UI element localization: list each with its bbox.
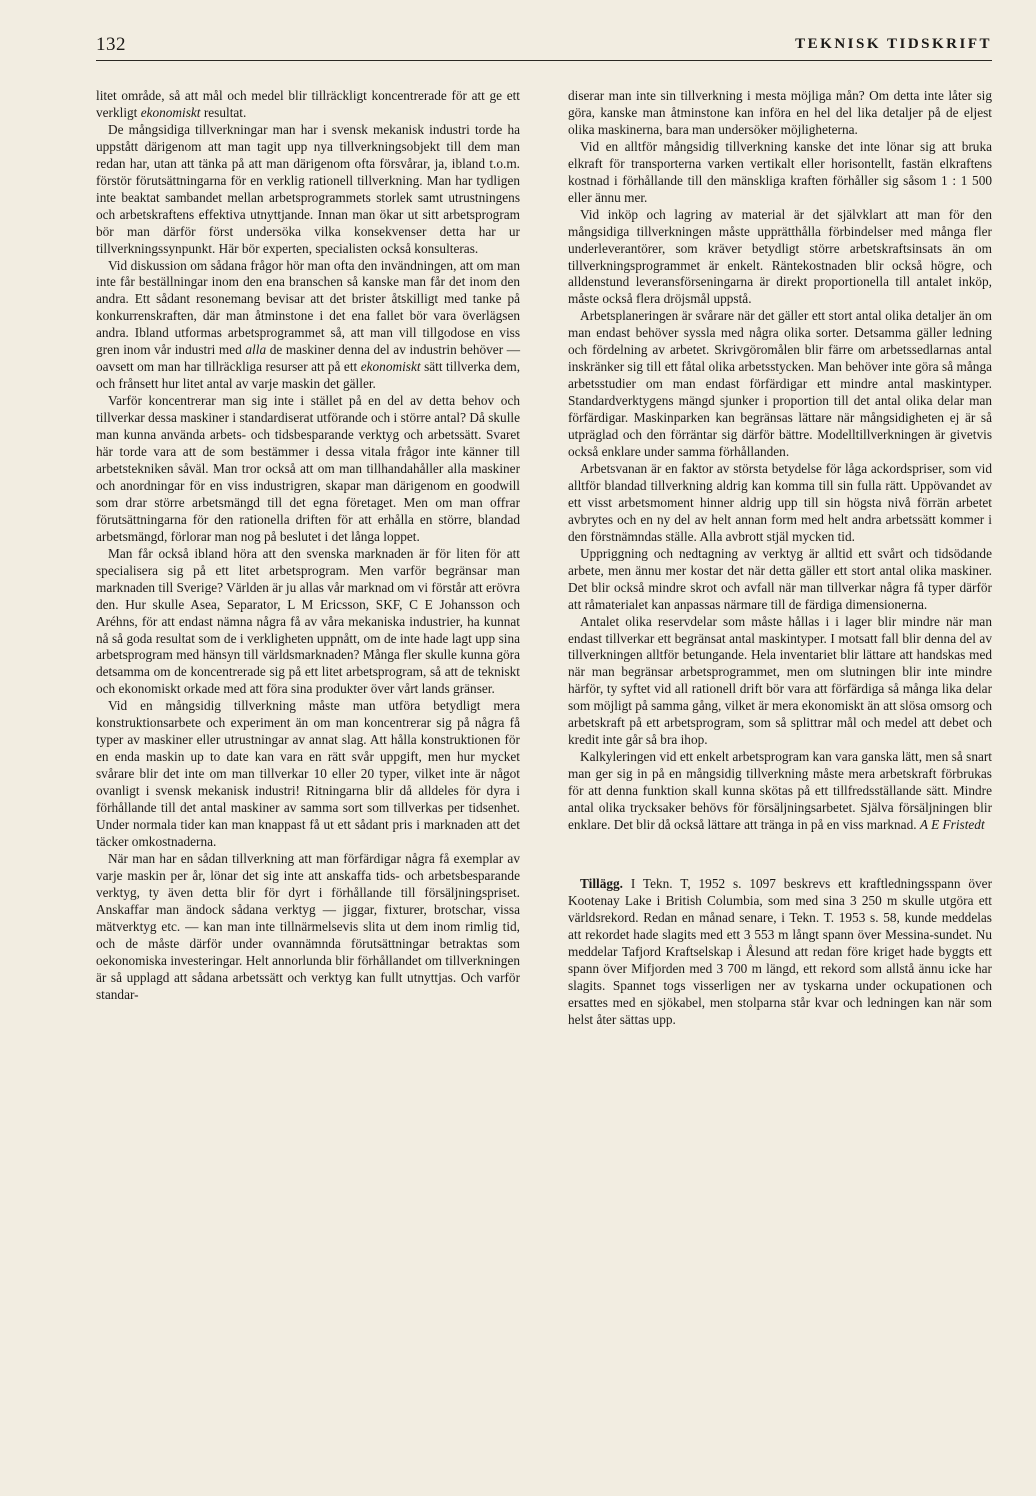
- paragraph: Uppriggning och nedtagning av verktyg är alltid ett svårt och tidsödande arbete, men ännu mer kostar det när detta gäller ett stort antal olika maskiner. Det blir också mindre skrot och avfall när man tillverkar några få typer därför att råmaterialet kan anpassas närmare till de färdiga dimensionerna.: [568, 545, 992, 612]
- page-number: 132: [96, 34, 126, 55]
- paragraph: De mångsidiga tillverkningar man har i svensk mekanisk industri torde ha uppstått därigenom att man tagit upp nya tillverkningsobjekt till dem man redan har, utan att tänka på att man därigenom ofta försvårar, ja, ibland t.o.m. förstör förutsättningarna för en verklig rationell tillverkning. Man har tydligen inte beaktat sambandet mellan arbetsprogrammets storlek samt utrustningens och arbetskraftens effektiva utnyttjande. Innan man ökar ut sitt arbetsprogram bör man därför först undersöka vilka konsekvenser detta har ur tillverkningssynpunkt. Här bör experten, specialisten också konsulteras.: [96, 121, 520, 256]
- paragraph: Antalet olika reservdelar som måste hållas i i lager blir mindre när man endast tillverkar ett begränsat antal maskintyper. I motsatt fall blir denna del av tillverkningen alltför betungande. Hela inventariet blir lättare att handskas med när man begränsar arbetsprogrammet, men om slutningen blir inte mindre härför, ty syftet vid all rationell drift bör vara att förfärdiga så många lika delar som möjligt på samma gång, vilket är mera ekonomiskt än att slösa omsorg och arbetskraft på ett arbetsprogram, som så splittrar mål och medel att debet och kredit inte går så bra ihop.: [568, 613, 992, 748]
- author-signature: A E Fristedt: [919, 816, 985, 832]
- paragraph: litet område, så att mål och medel blir tillräckligt koncentrerade för att ge ett verkligt ekonomiskt resultat.: [96, 88, 520, 120]
- paragraph: Vid en alltför mångsidig tillverkning kanske det inte lönar sig att bruka elkraft för transporterna varken vertikalt eller horisontellt, fastän elkraftens kostnad i förhållande till den mänskliga kraften förhåller sig såsom 1 : 1 500 eller ännu mer.: [568, 138, 992, 205]
- paragraph: När man har en sådan tillverkning att man förfärdigar några få exemplar av varje maskin per år, lönar det sig inte att anskaffa tids- och arbetsbesparande verktyg, ty även detta blir för dyrt i förhållande till försäljningspriset. Anskaffar man ändock sådana verktyg — jiggar, fixturer, brotschar, vissa mätverktyg etc. — kan man inte tillnärmelsevis slita ut dem inom rimlig tid, och de måste därför under ovannämnda förutsättningar betraktas som oekonomiska investeringar. Helt annorlunda blir förhållandet om tillverkningen är så upplagd att sådana arbetssätt och verktyg kan fullt utnyttjas. Och varför standar-: [96, 850, 520, 1002]
- addendum-paragraph: Tillägg. I Tekn. T, 1952 s. 1097 beskrevs ett kraftledningsspann över Kootenay Lake i British Columbia, som med sina 3 250 m skulle utgöra ett världsrekord. Redan en månad senare, i Tekn. T. 1953 s. 58, kunde meddelas att rekordet hade slagits med ett 3 553 m långt spann över Messina-sundet. Nu meddelar Tafjord Kraftselskap i Ålesund att redan före kriget hade byggts ett spann över Mifjorden med 3 700 m längd, ett rekord som allstå ännu icke har slagits. Spannet togs visserligen ner av tyskarna under ockupationen och ersattes med en sjökabel, men stolparna står kvar och ledningen kan när som helst åter sättas upp.: [568, 875, 992, 1027]
- paragraph: Vid en mångsidig tillverkning måste man utföra betydligt mera konstruktionsarbete och experiment än om man koncentrerar sig på några få typer av maskiner eller utrustningar av annat slag. Att hålla konstruktionen för en enda maskin up to date kan vara en rätt svår uppgift, men hur mycket svårare blir det inte om man tillverkar 10 eller 20 typer, vilket inte är något ovanligt i svensk mekanisk industri! Ritningarna blir då alldeles för dyra i förhållande till det antal maskiner av samma sort som tillverkas per tidsenhet. Under normala tider kan man knappast få ut ett sådant pris i marknaden att det täcker omkostnaderna.: [96, 698, 520, 849]
- paragraph: diserar man inte sin tillverkning i mesta möjliga mån? Om detta inte låter sig göra, kanske man åtminstone kan införa en hel del lika detaljer på de eljest olika maskinerna, bara man undersöker möjligheterna.: [568, 88, 992, 137]
- emphasis: ekonomiskt: [360, 359, 421, 375]
- paragraph: Vid diskussion om sådana frågor hör man ofta den invändningen, att om man inte får beställningar inom den ena branschen så kanske man får det inom den andra. Ett sådant resonemang bevisar att det brister åtskilligt med tanke på konkurrenskraften, där man åtminstone i det ena fallet bör vara överlägsen andra. Ibland utformas arbetsprogrammet så, att man vill tillgodose en viss gren inom vår industri med alla de maskiner denna del av industrin behöver — oavsett om man har tillräckliga resurser att på ett ekonomiskt sätt tillverka dem, och frånsett hur litet antal av varje maskin det gäller.: [96, 257, 521, 392]
- emphasis: ekonomiskt: [140, 104, 201, 120]
- right-column: [568, 88, 992, 1029]
- journal-title: TEKNISK TIDSKRIFT: [795, 36, 992, 52]
- paragraph: Vid inköp och lagring av material är det självklart att man för den mångsidiga tillverkningen måste upprätthålla förbindelser med många fler underleverantörer, som kräver betydligt större arbetskraftsinsats än om tillverkningsprogrammet är enkelt. Räntekostnaden blir också högre, och alldenstund leveransförseningarna är direkt proportionella till antalet inköp, måste också flera dröjsmål uppstå.: [568, 206, 992, 307]
- emphasis: alla: [245, 342, 267, 358]
- page-header: [96, 34, 992, 58]
- left-column: [96, 88, 520, 1003]
- paragraph: Arbetsplaneringen är svårare när det gäller ett stort antal olika detaljer än om man endast behöver syssla med några olika sorter. Detsamma gäller ledning och fördelning av arbetet. Skrivgöromålen blir färre om arbetssedlarnas antal inskränker sig till ett fåtal olika arbetsstycken. Man behöver inte göra så många arbetsstudier om man endast förfärdigar ett mindre antal maskintyper. Standardverktygens mängd sjunker i proportion till det antal olika delar man förfärdigar. Maskinparken kan begränsas lättare när mångsidigheten ej är så utpräglad och den förräntar sig därför bättre. Modelltillverkningen är givetvis också enklare under samma förhållanden.: [568, 308, 992, 460]
- addendum-title: Tillägg.: [580, 875, 623, 891]
- paragraph: Arbetsvanan är en faktor av största betydelse för låga ackordspriser, som vid alltför blandad tillverkning aldrig kan komma till sin fulla rätt. Uppövandet av ett visst arbetsmoment hinner aldrig upp till sin högsta nivå förrän arbetet avbrytes och en ny del av helt annan form med helt andra arbetssätt kommer i den förstnämndas ställe. Alla avbrott stjäl mycken tid.: [568, 460, 992, 544]
- paragraph: Varför koncentrerar man sig inte i stället på en del av detta behov och tillverkar dessa maskiner i standardiserat utförande och i större antal? Då skulle man kunna använda arbets- och tidsbesparande verktyg och arbetssätt. Svaret här torde vara att de som bestämmer i dessa vitala frågor inte känner till arbetstekniken såväl. Man tror också att om man tillhandahåller alla maskiner och anordningar för en viss industrigren, skapar man därigenom en goodwill som drar större arbetsmängd till det egna företaget. Men om man offrar förutsättningarna för den rationella driften för att erhålla en större, blandad arbetsmängd, förlorar man nog på beslutet i det långa loppet.: [96, 393, 520, 544]
- paragraph: Man får också ibland höra att den svenska marknaden är för liten för att specialisera sig på ett litet arbetsprogram. Men varför begränsar man marknaden till Sverige? Världen är ju allas vår marknad om vi förstår att erövra den. Hur skulle Asea, Separator, L M Ericsson, SKF, C E Johansson och Aréhns, för att endast nämna några få av våra mekaniska industrier, ha kunnat nå så goda resultat som de i verkligheten uppnått, om de inte hade lagt upp sina arbetsprogram med hänsyn till världsmarknaden? Många fler skulle kunna göra detsamma om de koncentrerade sig på ett litet arbetsprogram, så att de tekniskt och ekonomiskt orkade med att föra sina produkter över vårt lands gränser.: [96, 545, 520, 697]
- paragraph: Kalkyleringen vid ett enkelt arbetsprogram kan vara ganska lätt, men så snart man ger sig in på en mångsidig tillverkning måste mera arbetskraft förbrukas för att denna funktion skall kunna skötas på ett tillfredsställande sätt. Mindre antal olika trycksaker behövs för försäljningsarbetet. Själva försäljningen blir enklare. Det blir då också lättare att tränga in på en viss marknad. A E Fristedt: [568, 749, 992, 832]
- header-rule: [96, 60, 992, 61]
